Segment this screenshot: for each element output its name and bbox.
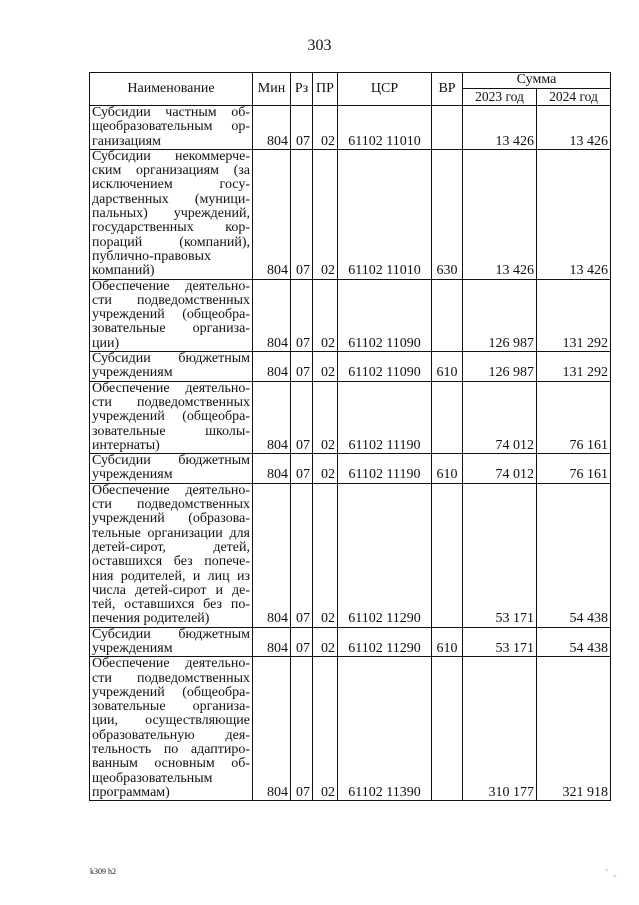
name-cell: Субсидии бюджетным учреждениям bbox=[90, 627, 253, 657]
amount-2023-cell: 126 987 bbox=[463, 352, 537, 382]
amount-2024-cell: 54 438 bbox=[537, 483, 611, 627]
vr-cell: 610 bbox=[432, 352, 463, 382]
vr-cell: 630 bbox=[432, 149, 463, 279]
vr-cell bbox=[432, 279, 463, 351]
table-body bbox=[90, 106, 611, 801]
rz-cell: 07 bbox=[291, 483, 313, 627]
min-cell: 804 bbox=[253, 483, 291, 627]
min-cell: 804 bbox=[253, 106, 291, 150]
name-cell: Обеспечение деятельно-сти подведомственных учреждений (общеобра-зовательные организа-ции, осуществляющие образовательную дея-тельность по адаптиро-ванным основным об-щеобразовательным программам) bbox=[90, 657, 253, 801]
csr-cell: 61102 11010 bbox=[338, 106, 432, 150]
amount-2024-cell: 54 438 bbox=[537, 627, 611, 657]
pr-cell: 02 bbox=[313, 352, 338, 382]
amount-2024-cell: 131 292 bbox=[537, 279, 611, 351]
header-year-2024: 2024 год bbox=[537, 89, 611, 106]
pr-cell: 02 bbox=[313, 627, 338, 657]
header-vr: ВР bbox=[432, 73, 463, 106]
csr-cell: 61102 11190 bbox=[338, 381, 432, 453]
csr-cell: 61102 11290 bbox=[338, 483, 432, 627]
amount-2023-cell: 74 012 bbox=[463, 381, 537, 453]
scan-mark-decoration bbox=[598, 858, 626, 888]
name-cell: Обеспечение деятельно-сти подведомственных учреждений (образова-тельные организации для детей-сирот, детей, оставшихся без попече-ния родителей, и лиц из числа детей-сирот и де-тей, оставшихся без по-печения родителей) bbox=[90, 483, 253, 627]
header-sum: Сумма bbox=[463, 73, 611, 89]
table-row bbox=[90, 627, 611, 657]
vr-cell bbox=[432, 381, 463, 453]
min-cell: 804 bbox=[253, 657, 291, 801]
vr-cell: 610 bbox=[432, 454, 463, 484]
pr-cell: 02 bbox=[313, 106, 338, 150]
amount-2024-cell: 131 292 bbox=[537, 352, 611, 382]
table-row bbox=[90, 454, 611, 484]
amount-2024-cell: 76 161 bbox=[537, 454, 611, 484]
csr-cell: 61102 11010 bbox=[338, 149, 432, 279]
vr-cell bbox=[432, 106, 463, 150]
table-row bbox=[90, 381, 611, 453]
csr-cell: 61102 11290 bbox=[338, 627, 432, 657]
amount-2024-cell: 13 426 bbox=[537, 106, 611, 150]
name-cell: Субсидии бюджетным учреждениям bbox=[90, 352, 253, 382]
table-row bbox=[90, 657, 611, 801]
pr-cell: 02 bbox=[313, 657, 338, 801]
min-cell: 804 bbox=[253, 149, 291, 279]
header-min: Мин bbox=[253, 73, 291, 106]
pr-cell: 02 bbox=[313, 483, 338, 627]
amount-2023-cell: 74 012 bbox=[463, 454, 537, 484]
min-cell: 804 bbox=[253, 352, 291, 382]
table-row bbox=[90, 106, 611, 150]
vr-cell bbox=[432, 657, 463, 801]
min-cell: 804 bbox=[253, 454, 291, 484]
min-cell: 804 bbox=[253, 381, 291, 453]
page-number: 303 bbox=[307, 37, 332, 54]
header-rz: Рз bbox=[291, 73, 313, 106]
pr-cell: 02 bbox=[313, 454, 338, 484]
amount-2023-cell: 126 987 bbox=[463, 279, 537, 351]
budget-table bbox=[89, 72, 611, 801]
pr-cell: 02 bbox=[313, 149, 338, 279]
vr-cell: 610 bbox=[432, 627, 463, 657]
name-cell: Субсидии бюджетным учреждениям bbox=[90, 454, 253, 484]
vr-cell bbox=[432, 483, 463, 627]
table-row bbox=[90, 352, 611, 382]
header-csr: ЦСР bbox=[338, 73, 432, 106]
header-name: Наименование bbox=[90, 73, 253, 106]
rz-cell: 07 bbox=[291, 454, 313, 484]
amount-2024-cell: 321 918 bbox=[537, 657, 611, 801]
rz-cell: 07 bbox=[291, 627, 313, 657]
csr-cell: 61102 11390 bbox=[338, 657, 432, 801]
table-row bbox=[90, 149, 611, 279]
rz-cell: 07 bbox=[291, 106, 313, 150]
amount-2023-cell: 53 171 bbox=[463, 483, 537, 627]
csr-cell: 61102 11090 bbox=[338, 279, 432, 351]
footer-code: k309 h2 bbox=[90, 867, 116, 876]
rz-cell: 07 bbox=[291, 657, 313, 801]
header-year-2023: 2023 год bbox=[463, 89, 537, 106]
min-cell: 804 bbox=[253, 627, 291, 657]
name-cell: Обеспечение деятельно-сти подведомственных учреждений (общеобра-зовательные школы-интернаты) bbox=[90, 381, 253, 453]
csr-cell: 61102 11190 bbox=[338, 454, 432, 484]
amount-2023-cell: 53 171 bbox=[463, 627, 537, 657]
csr-cell: 61102 11090 bbox=[338, 352, 432, 382]
amount-2024-cell: 76 161 bbox=[537, 381, 611, 453]
pr-cell: 02 bbox=[313, 381, 338, 453]
table-row bbox=[90, 279, 611, 351]
rz-cell: 07 bbox=[291, 381, 313, 453]
amount-2024-cell: 13 426 bbox=[537, 149, 611, 279]
name-cell: Обеспечение деятельно-сти подведомственных учреждений (общеобра-зовательные организа-ции) bbox=[90, 279, 253, 351]
table-row bbox=[90, 483, 611, 627]
rz-cell: 07 bbox=[291, 149, 313, 279]
amount-2023-cell: 13 426 bbox=[463, 149, 537, 279]
name-cell: Субсидии некоммерче-ским организациям (за исключением госу-дарственных (муници-пальных) учреждений, государственных кор-пораций (компаний), публично-правовых компаний) bbox=[90, 149, 253, 279]
pr-cell: 02 bbox=[313, 279, 338, 351]
min-cell: 804 bbox=[253, 279, 291, 351]
rz-cell: 07 bbox=[291, 352, 313, 382]
name-cell: Субсидии частным об-щеобразовательным ор-ганизациям bbox=[90, 106, 253, 150]
amount-2023-cell: 13 426 bbox=[463, 106, 537, 150]
header-pr: ПР bbox=[313, 73, 338, 106]
amount-2023-cell: 310 177 bbox=[463, 657, 537, 801]
rz-cell: 07 bbox=[291, 279, 313, 351]
